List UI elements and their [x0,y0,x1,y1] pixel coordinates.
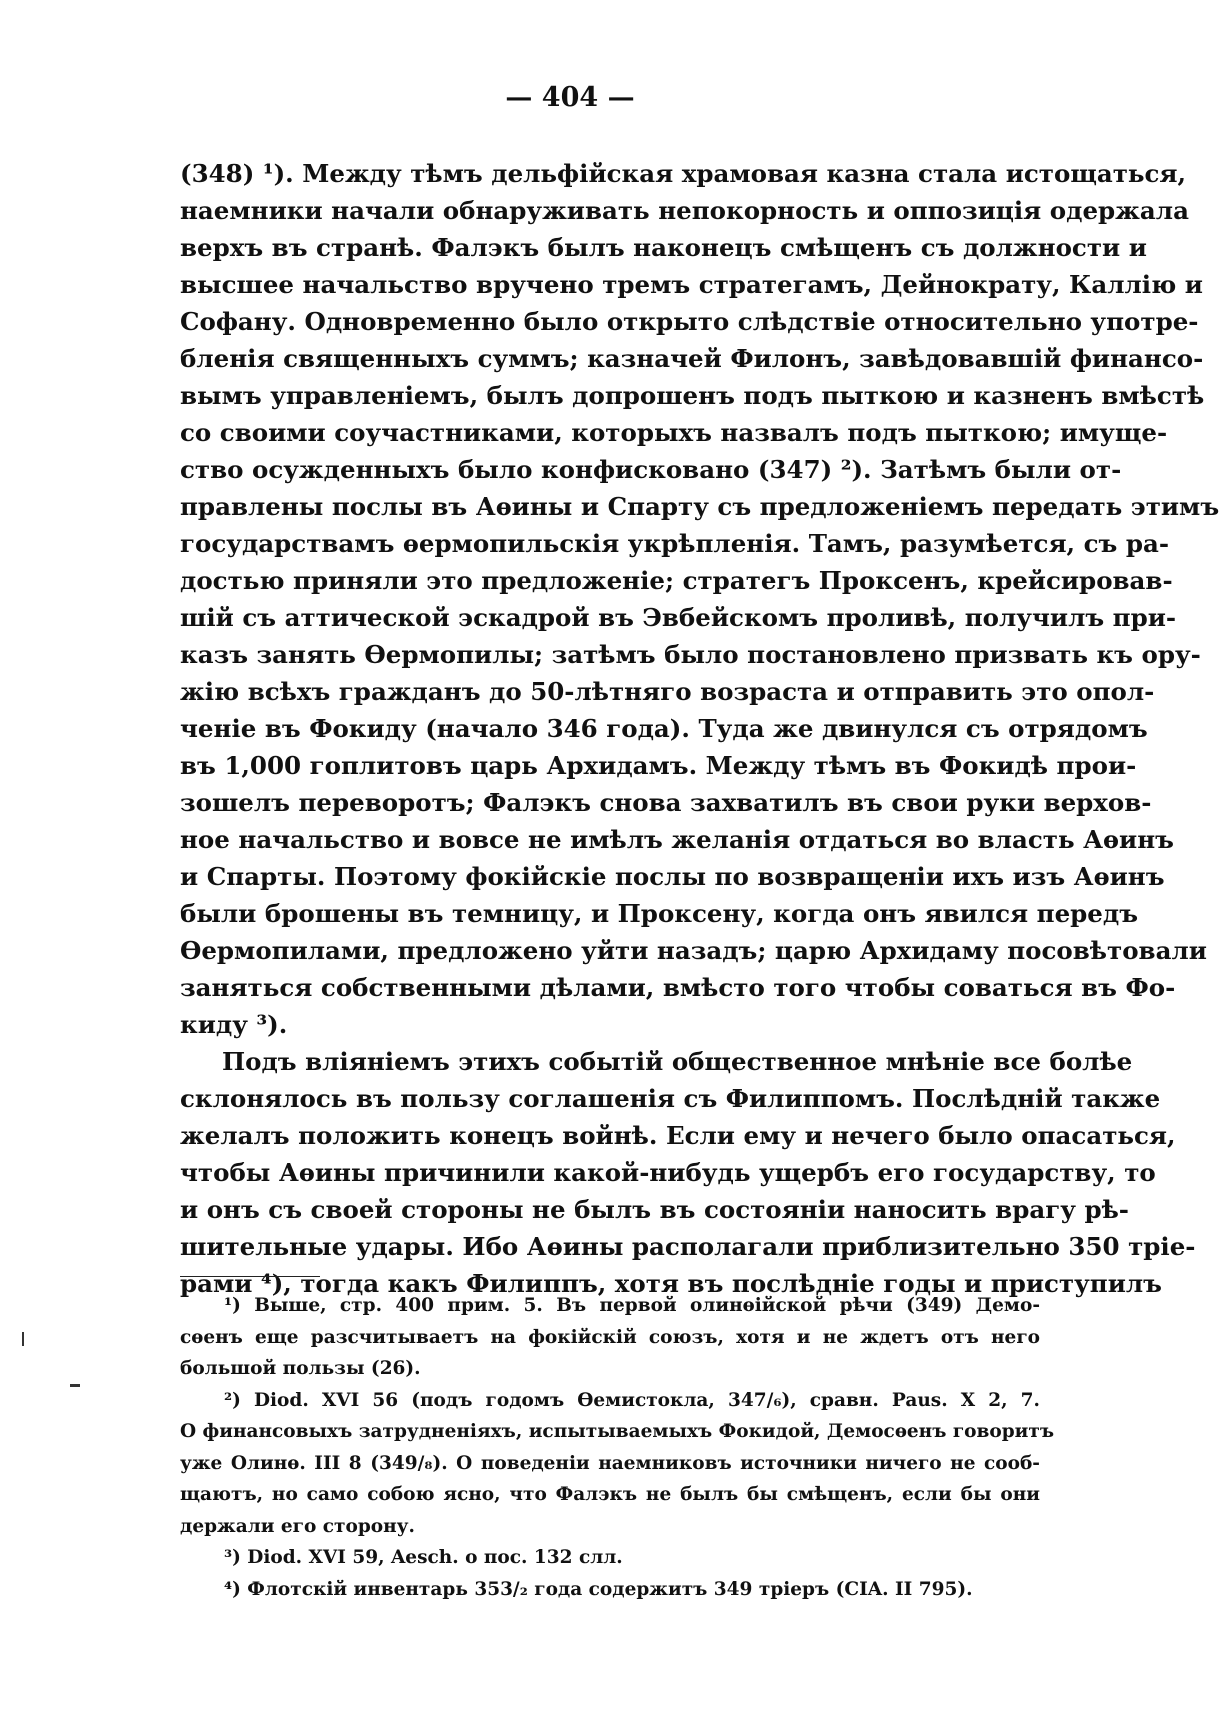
body-line: зошелъ переворотъ; Фалэкъ снова захватилъ въ свои руки верхов- [180,788,1152,817]
footnote-line: держали его сторону. [180,1515,415,1537]
body-line: наемники начали обнаруживать непокорность и оппозиція одержала [180,196,1189,225]
body-line: со своими соучастниками, которыхъ назвалъ подъ пыткою; имуще- [180,418,1168,447]
footnote-line: уже Олинѳ. III 8 (349/₈). О поведеніи наемниковъ источники ничего не сооб- [180,1452,1040,1474]
body-line: Софану. Одновременно было открыто слѣдствіе относительно употре- [180,307,1199,336]
footnote-line: ³) Diod. XVI 59, Aesch. о пос. 132 слл. [224,1547,623,1568]
body-line: казъ занять Ѳермопилы; затѣмъ было постановлено призвать къ ору- [180,640,1201,669]
footnote-line: сѳенъ еще разсчитываетъ на фокійскій союзъ, хотя и не ждетъ отъ него [180,1326,1040,1348]
body-line: заняться собственными дѣлами, вмѣсто того чтобы соваться въ Фо- [180,973,1176,1002]
body-line: Ѳермопилами, предложено уйти назадъ; царю Архидаму посовѣтовали [180,936,1207,965]
body-line: и Спарты. Поэтому фокійскіе послы по возвращеніи ихъ изъ Аѳинъ [180,862,1165,891]
body-line: склонялось въ пользу соглашенія съ Филиппомъ. Послѣдній также [180,1084,1161,1113]
body-line: рами ⁴), тогда какъ Филиппъ, хотя въ послѣдніе годы и приступилъ [180,1269,1162,1298]
body-line: государствамъ ѳермопильскія укрѣпленія. Тамъ, разумѣется, съ ра- [180,529,1170,558]
body-line: киду ³). [180,1010,288,1039]
body-line: и онъ съ своей стороны не былъ въ состояніи наносить врагу рѣ- [180,1195,1129,1224]
scan-artifact-mark [22,1332,24,1346]
body-line: жію всѣхъ гражданъ до 50-лѣтняго возраста и отправить это опол- [180,677,1155,706]
body-line: верхъ въ странѣ. Фалэкъ былъ наконецъ смѣщенъ съ должности и [180,233,1147,262]
body-line: ство осужденныхъ было конфисковано (347) ²). Затѣмъ были от- [180,455,1122,484]
body-line: вымъ управленіемъ, былъ допрошенъ подъ пыткою и казненъ вмѣстѣ [180,381,1205,410]
footnote-line: щаютъ, но само собою ясно, что Фалэкъ не былъ бы смѣщенъ, если бы они [180,1484,1040,1505]
body-line: чтобы Аѳины причинили какой-нибудь ущербъ его государству, то [180,1158,1156,1187]
body-line: были брошены въ темницу, и Проксену, когда онъ явился передъ [180,899,1139,928]
body-line: шительные удары. Ибо Аѳины располагали приблизительно 350 тріе- [180,1232,1196,1261]
scan-artifact-mark [70,1384,80,1387]
footnote-line: ²) Diod. XVI 56 (подъ годомъ Ѳемистокла, 347/₆), сравн. Paus. X 2, 7. [224,1389,1040,1411]
body-line: Подъ вліяніемъ этихъ событій общественное мнѣніе все болѣе [222,1047,1133,1076]
body-line: (348) ¹). Между тѣмъ дельфійская храмовая казна стала истощаться, [180,159,1187,188]
body-line: ное начальство и вовсе не имѣлъ желанія отдаться во власть Аѳинъ [180,825,1174,854]
footnote-line: большой пользы (26). [180,1358,421,1379]
body-line: достью приняли это предложеніе; стратегъ Проксенъ, крейсировав- [180,566,1173,595]
footnote-line: ¹) Выше, стр. 400 прим. 5. Въ первой олинѳійской рѣчи (349) Демо- [224,1295,1040,1316]
footnote-separator [180,1276,320,1277]
body-line: бленія священныхъ суммъ; казначей Филонъ, завѣдовавшій финансо- [180,344,1204,373]
body-line: въ 1,000 гоплитовъ царь Архидамъ. Между тѣмъ въ Фокидѣ прои- [180,751,1137,780]
footnotes [180,1290,1055,1605]
body-line: ченіе въ Фокиду (начало 346 года). Туда же двинулся съ отрядомъ [180,714,1148,743]
footnote-line: ⁴) Флотскій инвентарь 353/₂ года содержитъ 349 тріеръ (CIA. II 795). [224,1578,973,1600]
body-text [180,155,1219,1302]
page-number: — 404 — [505,82,635,113]
footnote-line: О финансовыхъ затрудненіяхъ, испытываемыхъ Фокидой, Демосѳенъ говоритъ [180,1421,1055,1442]
body-line: правлены послы въ Аѳины и Спарту съ предложеніемъ передать этимъ [180,492,1219,521]
body-line: желалъ положить конецъ войнѣ. Если ему и нечего было опасаться, [180,1121,1176,1150]
body-line: шій съ аттической эскадрой въ Эвбейскомъ проливѣ, получилъ при- [180,603,1177,632]
body-line: высшее начальство вручено тремъ стратегамъ, Дейнократу, Каллію и [180,270,1203,299]
